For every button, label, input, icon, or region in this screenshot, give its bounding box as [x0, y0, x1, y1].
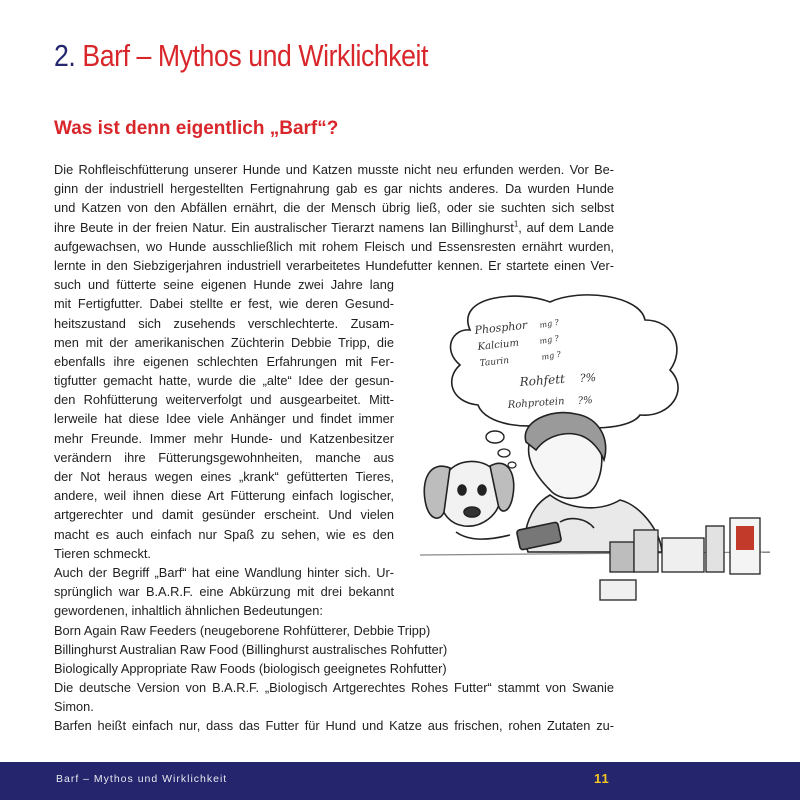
body-line: Biologically Appropriate Raw Foods (biologisch geeignetes Rohfutter) — [54, 660, 447, 676]
body-line: ginn der industriell hergestellten Fertignahrung gab es gar nichts anderes. Da wurden Hunde — [54, 181, 614, 197]
bubble-word-kalcium: Kalcium — [477, 337, 520, 353]
body-line: der Not heraus wegen eines „krank“ gefütterten Tieres, — [54, 469, 394, 484]
body-line: sprünglich war B.A.R.F. eine Abkürzung mit drei bekannt — [54, 584, 394, 600]
body-line: aufgewachsen, wo Hunde ausschließlich mit rohem Fleisch und Essensresten ernährt wurden, — [54, 238, 614, 254]
chapter-title-text: Barf – Mythos und Wirklichkeit — [82, 38, 429, 73]
body-line: such und fütterte seine eigenen Hunde zwei Jahre lang — [54, 277, 394, 293]
body-line-with-footnote — [54, 218, 614, 237]
body-line: Tieren schmeckt. — [54, 545, 151, 561]
bubble-unit-phosphor: mg ? — [538, 317, 560, 330]
illustration-man-with-calculator-and-dog — [400, 290, 780, 610]
body-line: Born Again Raw Feeders (neugeborene Rohfütterer, Debbie Tripp) — [54, 622, 431, 638]
footer-bar — [0, 762, 800, 800]
body-line-text: ihre Beute in der freien Natur. Ein australischer Tierarzt namens Ian Billinghurst — [54, 219, 514, 235]
body-line: tigfutter gemacht hatte, wurde die „alte“ Idee der gesun- — [54, 373, 394, 389]
body-line: gewordenen, inhaltlich ähnlichen Bedeutungen: — [54, 603, 323, 619]
body-line: mit Fertigfutter. Dabei stellte er fest, wie deren Gesund- — [54, 296, 394, 312]
bubble-word-phosphor: Phosphor — [473, 318, 528, 337]
body-line: Die Rohfleischfütterung unserer Hunde und Katzen musste nicht neu erfunden werden. Vor Be- — [54, 162, 614, 177]
bubble-word-rohfett: Rohfett — [519, 371, 566, 389]
footnote-marker: 1 — [513, 219, 519, 229]
body-line: ebenfalls ihre eigenen schlechten Erfahrungen mit Fer- — [54, 353, 394, 369]
body-line: und Katzen von den Abfällen ernährt, die der Mensch übrig ließ, oder sie suchten sich selbst — [54, 200, 614, 216]
bubble-word-rohprotein: Rohprotein — [507, 396, 565, 411]
chapter-title — [54, 38, 428, 74]
body-line: andere, weil ihnen diese Art Fütterung einfach logischer, — [54, 488, 394, 504]
bubble-unit-taurin: mg ? — [540, 349, 562, 362]
bubble-unit-kalcium: mg ? — [538, 333, 560, 346]
body-line: heitszustand sich zusehends verschlechterte. Zusam- — [54, 315, 394, 331]
body-line: Billinghurst Australian Raw Food (Billinghurst australisches Rohfutter) — [54, 641, 448, 657]
body-line: lerweile hat diese Idee viele Anhänger und findet immer — [54, 411, 394, 427]
body-line: lernte in den Siebzigerjahren industriell verarbeitetes Hundefutter kennen. Er startete einen Ver- — [54, 257, 614, 273]
body-line: artgerechter und damit gesünder erscheint. Und vielen — [54, 507, 394, 523]
body-line: Simon. — [54, 699, 94, 715]
body-line: Barfen heißt einfach nur, dass das Futter für Hund und Katze aus frischen, rohen Zutaten zu- — [54, 718, 614, 734]
section-heading: Was ist denn eigentlich „Barf“? — [54, 118, 339, 139]
body-line: macht es auch einfach nur Spaß zu sehen, wie es den — [54, 526, 394, 542]
page-number: 11 — [594, 771, 610, 786]
body-line: mehr Freunde. Immer mehr Hunde- und Katzenbesitzer — [54, 430, 394, 446]
body-line: verändern ihre Fütterungsgewohnheiten, manche aus — [54, 449, 394, 465]
bubble-unit-rohprotein: ?% — [577, 394, 594, 407]
bubble-word-taurin: Taurin — [479, 355, 510, 369]
body-line: den Rohfütterung weiterverfolgt und ausgearbeitet. Mitt- — [54, 392, 394, 408]
chapter-number: 2. — [54, 38, 76, 73]
dog-drawing — [424, 461, 513, 539]
body-line: Die deutsche Version von B.A.R.F. „Biologisch Artgerechtes Rohes Futter“ stammt von Swanie — [54, 680, 614, 696]
body-line: Auch der Begriff „Barf“ hat eine Wandlung hinter sich. Ur- — [54, 564, 394, 580]
body-line-tail: , auf dem Lande — [518, 219, 614, 235]
footer-running-title: Barf – Mythos und Wirklichkeit — [56, 773, 228, 785]
body-line: men mit der amerikanischen Züchterin Debbie Tripp, die — [54, 334, 394, 350]
bubble-unit-rohfett: ?% — [579, 370, 597, 385]
